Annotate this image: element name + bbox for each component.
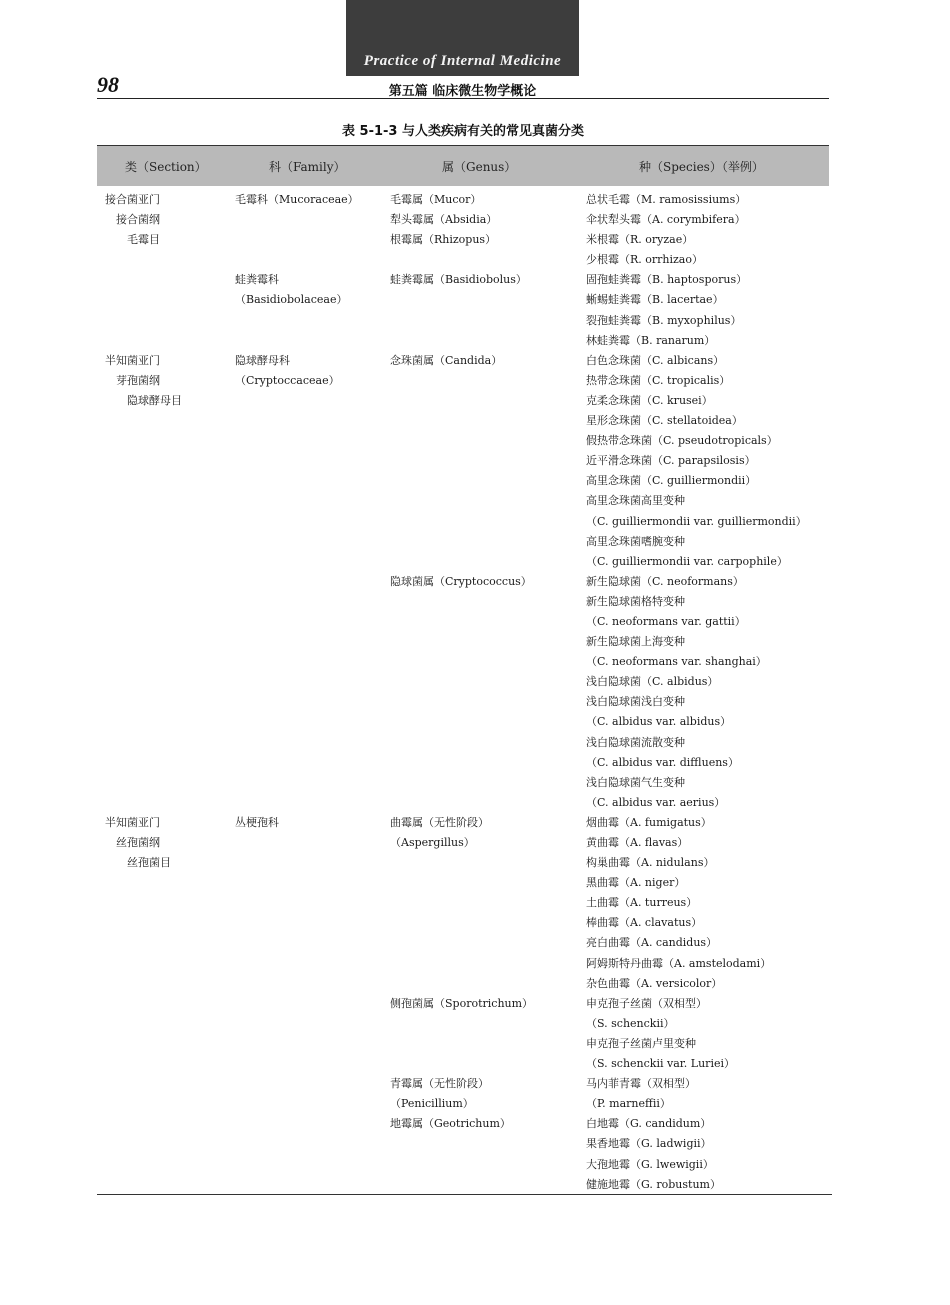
table-row	[97, 290, 829, 310]
cell-genus: 念珠菌属（Candida）	[390, 353, 503, 367]
cell-species: 新生隐球菌上海变种	[586, 635, 685, 649]
table-row	[97, 552, 829, 572]
cell-genus: 曲霉属（无性阶段）	[390, 815, 489, 829]
cell-species: 近平滑念珠菌（C. parapsilosis）	[586, 454, 756, 468]
cell-genus: 地霉属（Geotrichum）	[390, 1117, 511, 1131]
table-row	[97, 1094, 829, 1114]
column-header-family: 科（Family）	[269, 160, 346, 174]
table-row	[97, 512, 829, 532]
column-header-section: 类（Section）	[125, 160, 207, 174]
table-header	[97, 145, 829, 186]
cell-species: 马内菲青霉（双相型）	[586, 1077, 696, 1091]
cell-section: 隐球酵母目	[105, 393, 182, 407]
cell-species: 浅白隐球菌气生变种	[586, 775, 685, 789]
cell-species: 伞状犁头霉（A. corymbifera）	[586, 213, 746, 227]
cell-section: 半知菌亚门	[105, 353, 160, 367]
cell-species: 浅白隐球菌浅白变种	[586, 695, 685, 709]
cell-species: 高里念珠菌嗜腕变种	[586, 534, 685, 548]
table-row	[97, 270, 829, 290]
cell-species: 申克孢子丝菌卢里变种	[586, 1036, 696, 1050]
table-row	[97, 893, 829, 913]
cell-section: 接合菌纲	[105, 213, 160, 227]
table-row	[97, 692, 829, 712]
cell-family: 丛梗孢科	[235, 815, 279, 829]
table-row	[97, 793, 829, 813]
cell-species: 热带念珠菌（C. tropicalis）	[586, 373, 731, 387]
column-header-species: 种（Species）（举例）	[639, 160, 764, 174]
cell-species: 林蛙粪霉（B. ranarum）	[586, 333, 716, 347]
cell-species: （C. albidus var. albidus）	[586, 715, 732, 729]
cell-species: 亮白曲霉（A. candidus）	[586, 936, 718, 950]
cell-species: 固孢蛙粪霉（B. haptosporus）	[586, 273, 748, 287]
table-row	[97, 210, 829, 230]
table-row	[97, 431, 829, 451]
table-row	[97, 632, 829, 652]
cell-species: 高里念珠菌（C. guilliermondii）	[586, 474, 757, 488]
table-row	[97, 491, 829, 511]
cell-section: 接合菌亚门	[105, 193, 160, 206]
table-row	[97, 311, 829, 331]
table-row	[97, 1074, 829, 1094]
table-row	[97, 391, 829, 411]
cell-species: 浅白隐球菌流散变种	[586, 735, 685, 749]
cell-species: 阿姆斯特丹曲霉（A. amstelodami）	[586, 956, 772, 970]
cell-family: 隐球酵母科	[235, 353, 290, 367]
table-row	[97, 1054, 829, 1074]
bottom-rule	[97, 1194, 832, 1195]
table-row	[97, 954, 829, 974]
page-number: 98	[97, 72, 119, 97]
table-row	[97, 833, 829, 853]
column-header-genus: 属（Genus）	[442, 160, 517, 174]
cell-species: 果香地霉（G. ladwigii）	[586, 1137, 712, 1151]
table-row	[97, 572, 829, 592]
cell-species: 黑曲霉（A. niger）	[586, 876, 686, 890]
cell-species: 黄曲霉（A. flavas）	[586, 836, 689, 849]
cell-species: 棒曲霉（A. clavatus）	[586, 916, 703, 930]
cell-genus: 隐球菌属（Cryptococcus）	[390, 574, 532, 588]
cell-genus: （Penicillium）	[390, 1097, 474, 1111]
table-row	[97, 230, 829, 250]
cell-species: 蜥蜴蛙粪霉（B. lacertae）	[586, 293, 724, 307]
table-row	[97, 371, 829, 391]
table-row	[97, 1014, 829, 1034]
cell-genus: 犁头霉属（Absidia）	[390, 213, 498, 227]
cell-species: （P. marneffii）	[586, 1097, 671, 1111]
cell-genus: 侧孢菌属（Sporotrichum）	[390, 996, 534, 1010]
table-row	[97, 451, 829, 471]
table-row	[97, 994, 829, 1014]
table-row	[97, 1114, 829, 1134]
cell-species: 总状毛霉（M. ramosissiums）	[586, 193, 747, 206]
cell-species: （C. neoformans var. gattii）	[586, 614, 746, 628]
table-row	[97, 773, 829, 793]
table-row	[97, 1034, 829, 1054]
table-body	[97, 190, 829, 1195]
cell-species: 假热带念珠菌（C. pseudotropicals）	[586, 434, 778, 448]
cell-genus: 青霉属（无性阶段）	[390, 1077, 489, 1091]
cell-section: 毛霉目	[105, 233, 160, 247]
cell-section: 丝孢菌目	[105, 856, 171, 870]
table-row	[97, 190, 829, 210]
cell-genus: 毛霉属（Mucor）	[390, 193, 482, 206]
cell-species: （C. albidus var. aerius）	[586, 795, 726, 809]
cell-species: 白色念珠菌（C. albicans）	[586, 353, 725, 367]
table-row	[97, 1175, 829, 1195]
cell-species: 烟曲霉（A. fumigatus）	[586, 815, 712, 829]
cell-species: （C. guilliermondii var. carpophile）	[586, 554, 788, 568]
cell-genus: 蛙粪霉属（Basidiobolus）	[390, 273, 527, 287]
table-row	[97, 592, 829, 612]
cell-section: 丝孢菌纲	[105, 836, 160, 849]
table-row	[97, 1134, 829, 1154]
table-row	[97, 712, 829, 732]
section-title: 第五篇 临床微生物学概论	[388, 84, 537, 99]
cell-species: （S. schenckii）	[586, 1016, 675, 1030]
cell-family: （Cryptoccaceae）	[235, 373, 340, 387]
table-row	[97, 873, 829, 893]
cell-species: 新生隐球菌（C. neoformans）	[586, 574, 744, 588]
cell-section: 半知菌亚门	[105, 815, 160, 829]
cell-section: 芽孢菌纲	[105, 373, 160, 387]
cell-species: 浅白隐球菌（C. albidus）	[586, 675, 719, 689]
header-banner	[346, 0, 579, 76]
cell-family: 蛙粪霉科	[235, 273, 279, 287]
table-row	[97, 1155, 829, 1175]
cell-species: 新生隐球菌格特变种	[586, 594, 685, 608]
table-row	[97, 672, 829, 692]
cell-species: （S. schenckii var. Luriei）	[586, 1057, 735, 1071]
cell-family: 毛霉科（Mucoraceae）	[235, 193, 359, 206]
cell-species: 少根霉（R. orrhizao）	[586, 253, 703, 267]
cell-species: 土曲霉（A. turreus）	[586, 896, 698, 910]
cell-species: （C. neoformans var. shanghai）	[586, 655, 767, 669]
cell-species: 大孢地霉（G. lwewigii）	[586, 1157, 714, 1171]
cell-species: 构巢曲霉（A. nidulans）	[586, 856, 715, 870]
table-row	[97, 913, 829, 933]
cell-species: （C. guilliermondii var. guilliermondii）	[586, 514, 807, 528]
cell-species: 裂孢蛙粪霉（B. myxophilus）	[586, 313, 742, 327]
cell-species: 米根霉（R. oryzae）	[586, 233, 694, 247]
table-row	[97, 853, 829, 873]
cell-family: （Basidiobolaceae）	[235, 293, 348, 307]
cell-species: 白地霉（G. candidum）	[586, 1117, 712, 1131]
cell-species: 克柔念珠菌（C. krusei）	[586, 393, 713, 407]
table-row	[97, 813, 829, 833]
cell-species: 星形念珠菌（C. stellatoidea）	[586, 414, 743, 428]
table-row	[97, 974, 829, 994]
table-row	[97, 733, 829, 753]
table-row	[97, 652, 829, 672]
table-row	[97, 532, 829, 552]
table-row	[97, 331, 829, 351]
cell-species: 高里念珠菌高里变种	[586, 494, 685, 508]
header-rule	[97, 98, 829, 99]
table-row	[97, 753, 829, 773]
cell-species: 健施地霉（G. robustum）	[586, 1177, 721, 1191]
table-row	[97, 612, 829, 632]
cell-species: （C. albidus var. diffluens）	[586, 755, 739, 769]
table-row	[97, 411, 829, 431]
table-row	[97, 351, 829, 371]
table-row	[97, 250, 829, 270]
table-title: 表 5-1-3 与人类疾病有关的常见真菌分类	[342, 124, 584, 139]
banner-title: Practice of Internal Medicine	[363, 53, 562, 69]
cell-genus: 根霉属（Rhizopus）	[390, 233, 497, 247]
table-row	[97, 933, 829, 953]
cell-genus: （Aspergillus）	[390, 836, 475, 849]
cell-species: 申克孢子丝菌（双相型）	[586, 996, 707, 1010]
cell-species: 杂色曲霉（A. versicolor）	[586, 976, 723, 990]
table-row	[97, 471, 829, 491]
